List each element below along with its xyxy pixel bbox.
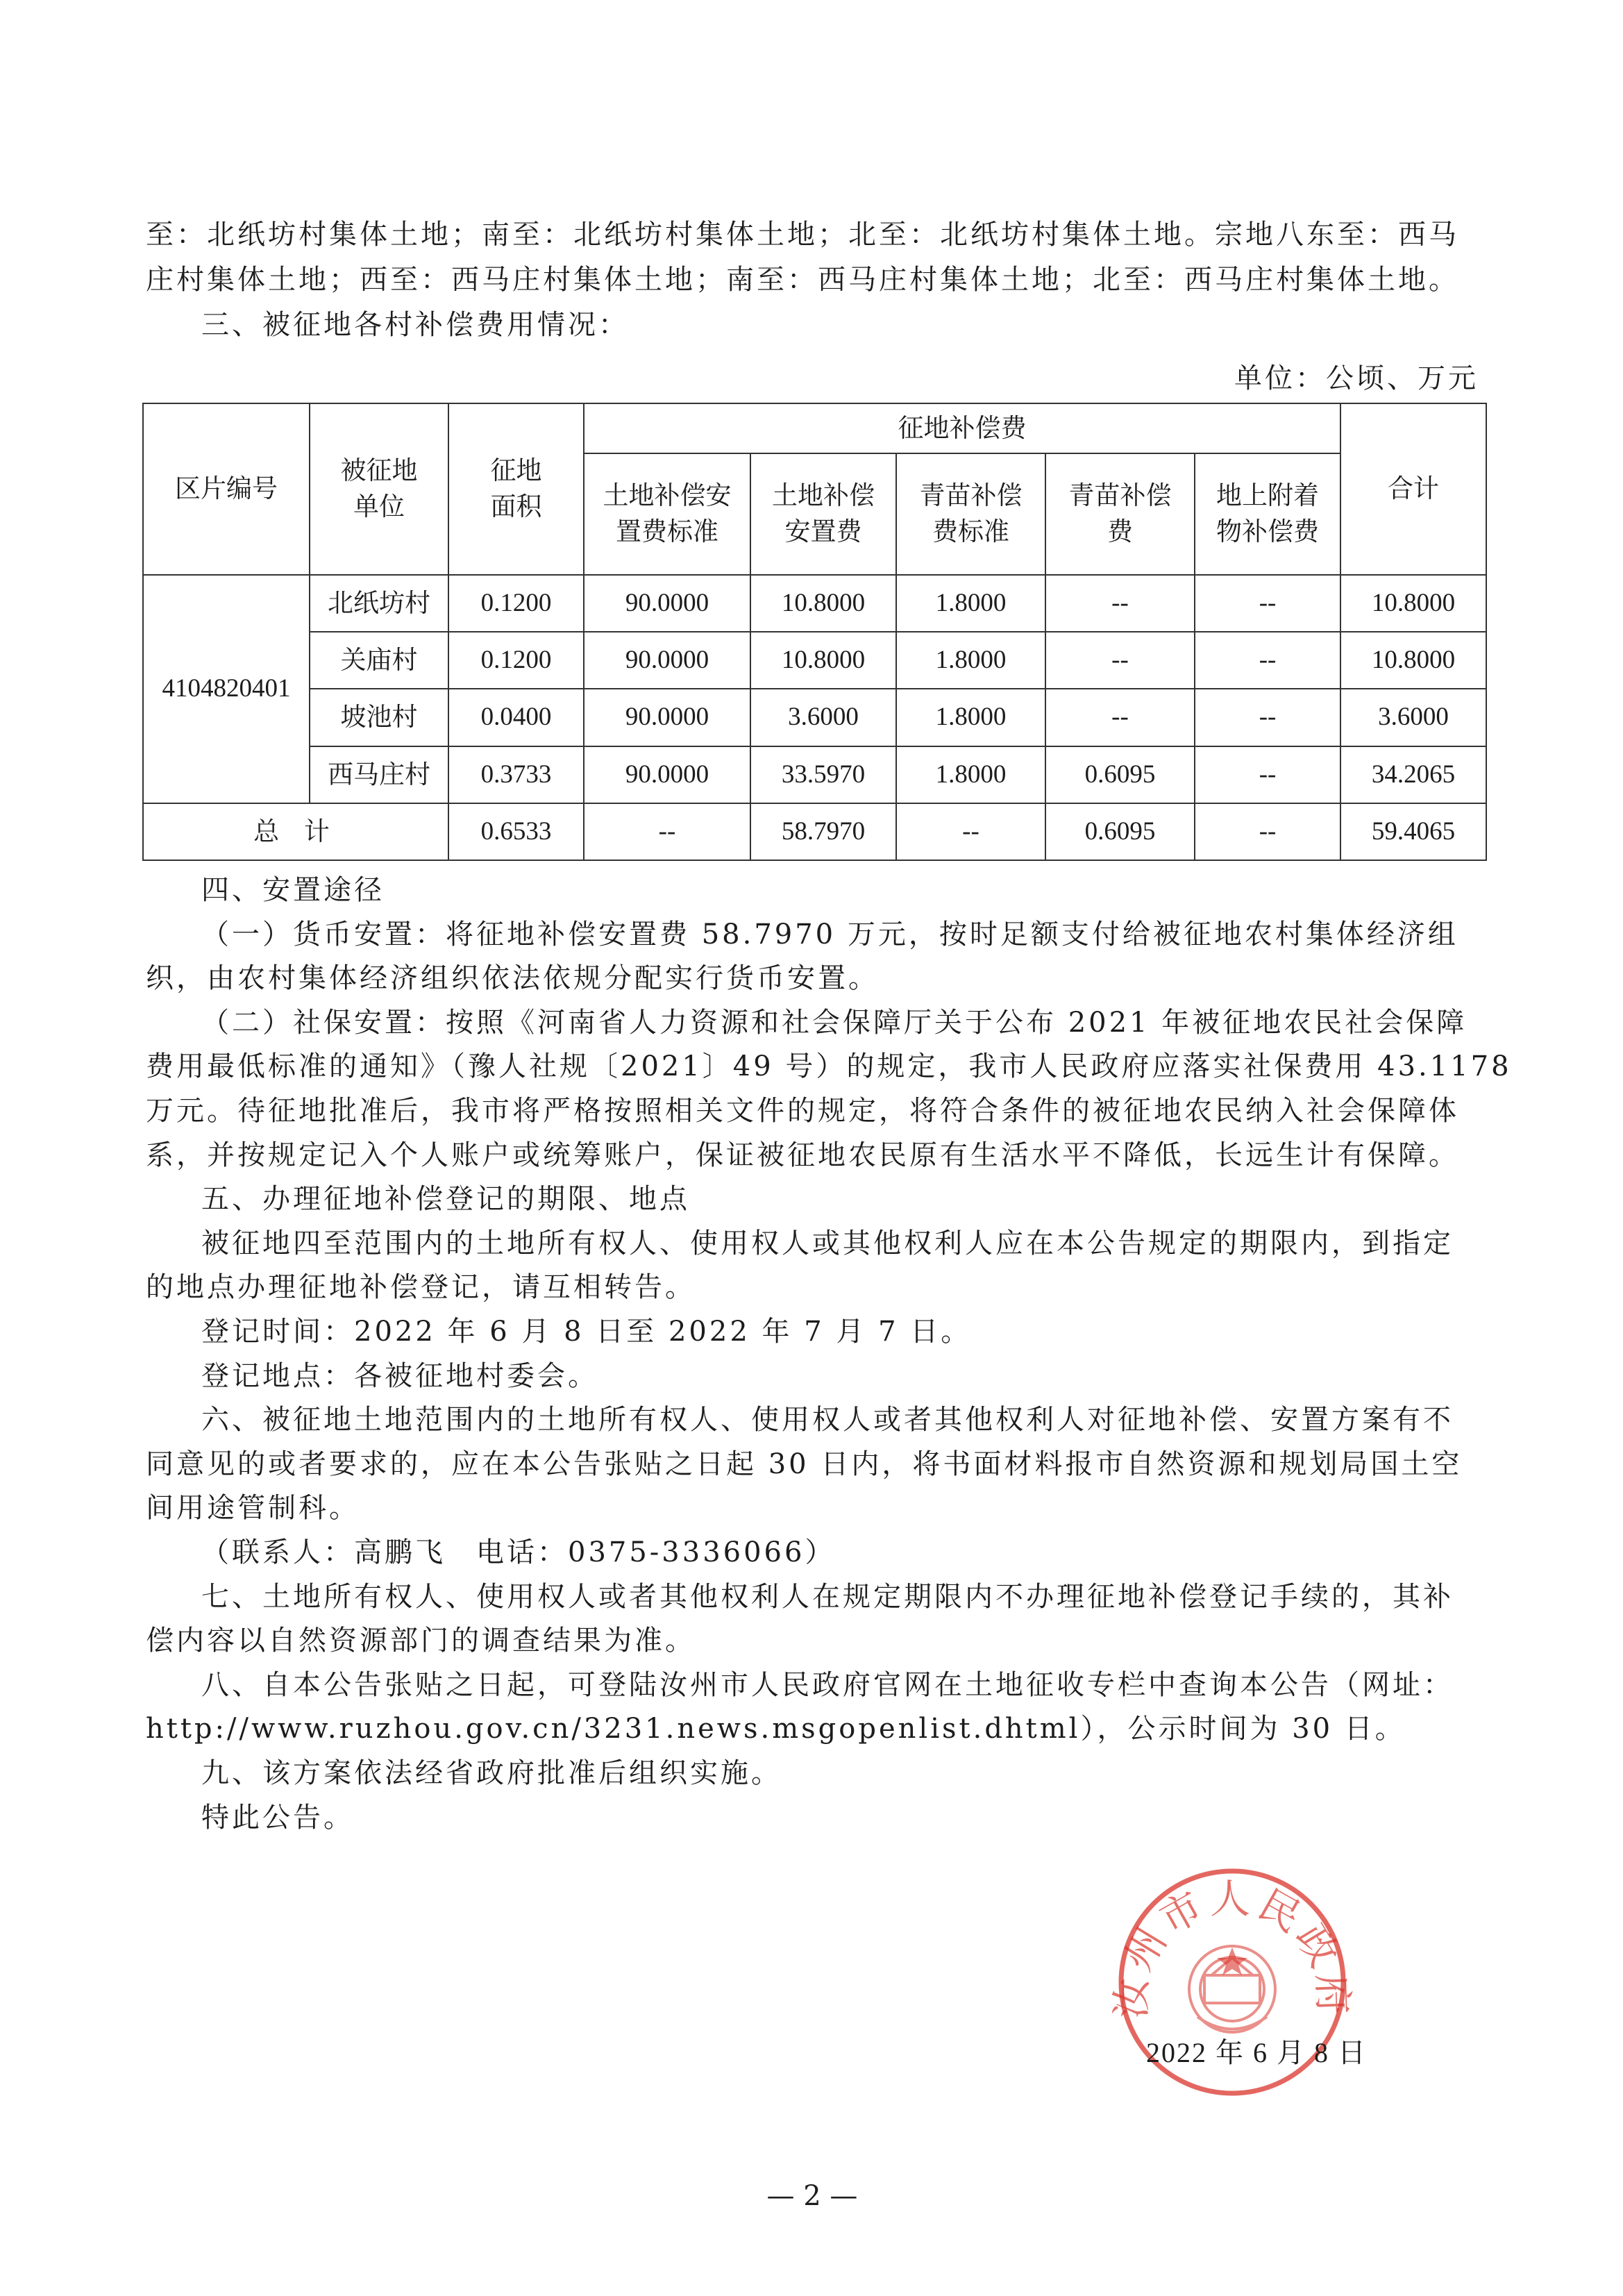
- header-zone-code: 区片编号: [143, 403, 310, 575]
- total-cell: 3.6000: [1340, 689, 1486, 746]
- land-fee-cell: 33.5970: [750, 746, 896, 803]
- body-line: 四、安置途径: [201, 874, 385, 906]
- body-line: 登记时间：2022 年 6 月 8 日至 2022 年 7 月 7 日。: [201, 1316, 972, 1348]
- unit-cell: 北纸坊村: [310, 575, 448, 632]
- crop-fee-cell: 0.6095: [1045, 803, 1195, 860]
- section-heading: 三、被征地各村补偿费用情况：: [201, 309, 629, 341]
- crop-fee-cell: --: [1045, 689, 1195, 746]
- issue-date: 2022 年 6 月 8 日: [1146, 2037, 1367, 2068]
- table-row: [143, 746, 1486, 803]
- body-line: 间用途管制科。: [146, 1492, 360, 1524]
- unit-label: 单位：公顷、万元: [1234, 362, 1479, 394]
- header-crop-std: 青苗补偿费标准: [896, 453, 1045, 575]
- body-line: 的地点办理征地补偿登记，请互相转告。: [146, 1271, 696, 1303]
- body-line: （二）社保安置：按照《河南省人力资源和社会保障厅关于公布 2021 年被征地农民社会保障: [201, 1007, 1468, 1039]
- total-cell: 10.8000: [1340, 632, 1486, 689]
- header-area: 征地面积: [448, 403, 584, 575]
- body-line: 七、土地所有权人、使用权人或者其他权利人在规定期限内不办理征地补偿登记手续的，其补: [201, 1581, 1454, 1613]
- body-line: 同意见的或者要求的，应在本公告张贴之日起 30 日内，将书面材料报市自然资源和规划局国土空: [146, 1448, 1463, 1480]
- land-std-cell: --: [584, 803, 750, 860]
- area-cell: 0.3733: [448, 746, 584, 803]
- body-line: 偿内容以自然资源部门的调查结果为准。: [146, 1625, 696, 1657]
- crop-fee-cell: --: [1045, 632, 1195, 689]
- website-line: http://www.ruzhou.gov.cn/3231.news.msgopenlist.dhtml），公示时间为 30 日。: [146, 1713, 1406, 1745]
- land-std-cell: 90.0000: [584, 746, 750, 803]
- total-cell: 10.8000: [1340, 575, 1486, 632]
- body-line: 登记地点：各被征地村委会。: [201, 1360, 598, 1392]
- header-compensation-group: 征地补偿费: [584, 403, 1340, 453]
- attach-fee-cell: --: [1195, 746, 1340, 803]
- body-line: 九、该方案依法经省政府批准后组织实施。: [201, 1757, 782, 1789]
- body-line: 六、被征地土地范围内的土地所有权人、使用权人或者其他权利人对征地补偿、安置方案有不: [201, 1404, 1454, 1436]
- body-line: 费用最低标准的通知》（豫人社规〔2021〕49 号）的规定，我市人民政府应落实社保费用 43.1178: [146, 1050, 1512, 1082]
- attach-fee-cell: --: [1195, 632, 1340, 689]
- total-cell: 59.4065: [1340, 803, 1486, 860]
- header-total: 合计: [1340, 403, 1486, 575]
- crop-std-cell: 1.8000: [896, 575, 1045, 632]
- body-line: 五、办理征地补偿登记的期限、地点: [201, 1183, 690, 1215]
- table-row: [143, 632, 1486, 689]
- crop-std-cell: --: [896, 803, 1045, 860]
- header-land-fee: 土地补偿安置费: [750, 453, 896, 575]
- body-line: 织，由农村集体经济组织依法依规分配实行货币安置。: [146, 962, 879, 994]
- crop-std-cell: 1.8000: [896, 689, 1045, 746]
- area-cell: 0.1200: [448, 575, 584, 632]
- page-number: — 2 —: [766, 2180, 858, 2212]
- attach-fee-cell: --: [1195, 575, 1340, 632]
- header-land-std: 土地补偿安置费标准: [584, 453, 750, 575]
- crop-fee-cell: 0.6095: [1045, 746, 1195, 803]
- unit-cell: 西马庄村: [310, 746, 448, 803]
- area-cell: 0.6533: [448, 803, 584, 860]
- total-label: 总 计: [143, 803, 448, 860]
- table-row: [143, 689, 1486, 746]
- land-fee-cell: 10.8000: [750, 632, 896, 689]
- attach-fee-cell: --: [1195, 803, 1340, 860]
- total-cell: 34.2065: [1340, 746, 1486, 803]
- paragraph-line: 庄村集体土地；西至：西马庄村集体土地；南至：西马庄村集体土地；北至：西马庄村集体土地。: [146, 264, 1459, 296]
- seal-text: 汝州市人民政府: [1107, 1875, 1357, 2020]
- crop-std-cell: 1.8000: [896, 632, 1045, 689]
- table-row: [143, 575, 1486, 632]
- total-row: [143, 803, 1486, 860]
- land-std-cell: 90.0000: [584, 689, 750, 746]
- crop-std-cell: 1.8000: [896, 746, 1045, 803]
- header-unit: 被征地单位: [310, 403, 448, 575]
- land-fee-cell: 10.8000: [750, 575, 896, 632]
- zone-code-cell: 4104820401: [143, 575, 310, 803]
- contact-line: （联系人：高鹏飞 电话：0375-3336066）: [201, 1536, 836, 1568]
- body-line: 八、自本公告张贴之日起，可登陆汝州市人民政府官网在土地征收专栏中查询本公告（网址：: [201, 1669, 1454, 1701]
- unit-cell: 坡池村: [310, 689, 448, 746]
- compensation-table: [142, 403, 1487, 861]
- attach-fee-cell: --: [1195, 689, 1340, 746]
- land-std-cell: 90.0000: [584, 632, 750, 689]
- land-fee-cell: 3.6000: [750, 689, 896, 746]
- paragraph-line: 至：北纸坊村集体土地；南至：北纸坊村集体土地；北至：北纸坊村集体土地。宗地八东至：西马: [146, 219, 1459, 251]
- header-crop-fee: 青苗补偿费: [1045, 453, 1195, 575]
- body-line: 万元。待征地批准后，我市将严格按照相关文件的规定，将符合条件的被征地农民纳入社会保障体: [146, 1095, 1459, 1127]
- land-fee-cell: 58.7970: [750, 803, 896, 860]
- body-line: 被征地四至范围内的土地所有权人、使用权人或其他权利人应在本公告规定的期限内，到指定: [201, 1227, 1454, 1259]
- body-line: （一）货币安置：将征地补偿安置费 58.7970 万元，按时足额支付给被征地农村集体经济组: [201, 919, 1458, 950]
- crop-fee-cell: --: [1045, 575, 1195, 632]
- area-cell: 0.0400: [448, 689, 584, 746]
- land-std-cell: 90.0000: [584, 575, 750, 632]
- unit-cell: 关庙村: [310, 632, 448, 689]
- body-line: 系，并按规定记入个人账户或统筹账户，保证被征地农民原有生活水平不降低，长远生计有保障。: [146, 1139, 1459, 1171]
- header-attachment-fee: 地上附着物补偿费: [1195, 453, 1340, 575]
- closing-line: 特此公告。: [201, 1802, 354, 1834]
- area-cell: 0.1200: [448, 632, 584, 689]
